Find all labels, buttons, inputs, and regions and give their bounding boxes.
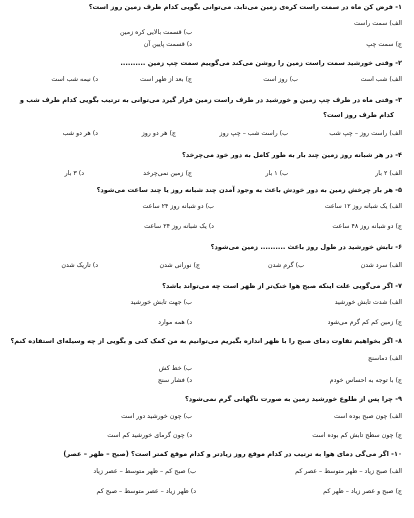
q8-option-a[interactable]: الف) دماسنج [368, 355, 402, 362]
q2-option-b[interactable]: ب) روز است [263, 76, 298, 83]
q3-option-b[interactable]: ب) راست شب – چپ روز [219, 130, 288, 137]
question-6: ۶- تابش خورشید در طول روز باعث .......... زمین می‌شود؟ [210, 243, 402, 251]
q6-option-b[interactable]: ب) گرم شدن [268, 262, 304, 269]
q8-option-c[interactable]: ج) با توجه به احساس خودم [329, 377, 402, 384]
q2-option-c[interactable]: ج) بعد از ظهر است [139, 76, 192, 83]
question-5: ۵- هر بار چرخش زمین به دور خودش باعث به وجود آمدن چند شبانه روز یا چند ساعت می‌شود؟ [96, 186, 402, 194]
q2-option-d[interactable]: د) نیمه شب است [51, 76, 98, 83]
question-7: ۷- اگر می‌گویی علت اینکه صبح هوا خنک‌تر از ظهر است چه می‌تواند باشد؟ [162, 282, 402, 290]
q1-option-a[interactable]: الف) سمت راست [354, 20, 402, 27]
q8-option-b[interactable]: ب) خط کش [158, 365, 192, 372]
q3-option-a[interactable]: الف) راست روز – چپ شب [329, 130, 402, 137]
q10-option-b[interactable]: ب) صبح کم – ظهر متوسط – عصر زیاد [93, 468, 196, 475]
q5-option-d[interactable]: د) یک شبانه روز ۲۴ ساعت [144, 223, 214, 230]
q4-option-b[interactable]: ب) ۱ بار [265, 170, 288, 177]
q9-option-b[interactable]: ب) چون خورشید دور است [121, 413, 192, 420]
q7-option-c[interactable]: ج) زمین کم کم گرم می‌شود [327, 319, 402, 326]
q1-option-c[interactable]: ج) سمت چپ [366, 41, 402, 48]
q5-option-a[interactable]: الف) یک شبانه روز ۱۲ ساعت [324, 203, 402, 210]
q6-option-a[interactable]: الف) سرد شدن [360, 262, 402, 269]
q10-option-d[interactable]: د) ظهر زیاد – عصر متوسط – صبح کم [96, 488, 196, 495]
question-3: ۳- وقتی ماه در طرف چپ زمین و خورشید در طرف راست زمین قرار گیرد می‌توانی به ترتیب بگویی کدام طرف شب و [19, 96, 402, 104]
question-1: ۱- فرض کن ماه در سمت راست کره‌ی زمین می‌تابد. می‌توانی بگویی کدام طرف زمین روز است؟ [88, 3, 402, 11]
q1-option-d[interactable]: د) قسمت پایین آن [143, 41, 192, 48]
q6-option-d[interactable]: د) تاریک شدن [61, 262, 98, 269]
q10-option-c[interactable]: ج) صبح و عصر زیاد – ظهر کم [323, 488, 402, 495]
q7-option-a[interactable]: الف) شدت تابش خورشید [334, 299, 402, 306]
q10-option-a[interactable]: الف) صبح زیاد – ظهر متوسط – عصر کم [295, 468, 402, 475]
q5-option-c[interactable]: ج) دو شبانه روز ۴۸ ساعت [332, 223, 402, 230]
q4-option-a[interactable]: الف) ۲ بار [375, 170, 402, 177]
q2-option-a[interactable]: الف) شب است [360, 76, 402, 83]
q8-option-d[interactable]: د) فشار سنج [157, 377, 192, 384]
q6-option-c[interactable]: ج) نورانی شدن [159, 262, 200, 269]
q3-option-d[interactable]: د) هر دو شب [62, 130, 98, 137]
q7-option-d[interactable]: د) همه موارد [158, 319, 192, 326]
q9-option-d[interactable]: د) چون گرمای خورشید کم است [107, 432, 192, 439]
question-9: ۹- چرا پس از طلوع خورشید زمین به صورت ناگهانی گرم نمی‌شود؟ [184, 395, 402, 403]
question-4: ۴- در هر شبانه روز زمین چند بار به طور کامل به دور خود می‌چرخد؟ [182, 151, 402, 159]
q4-option-c[interactable]: ج) زمین نمی‌چرخد [143, 170, 192, 177]
question-8: ۸- اگر بخواهیم تفاوت دمای صبح را با ظهر اندازه بگیریم می‌توانیم به من کمک کنی و بگویی از چه وسیله‌ای استفاده کنم؟ [10, 337, 402, 345]
question-2: ۲- وقتی خورشید سمت راست زمین را روشن می‌کند می‌گوییم سمت چپ زمین .......... [120, 59, 402, 67]
q9-option-a[interactable]: الف) چون صبح بوده است [333, 413, 402, 420]
q4-option-d[interactable]: د) ۳ بار [64, 170, 84, 177]
q9-option-c[interactable]: ج) چون سطح تابش کم بوده است [312, 432, 402, 439]
q1-option-b[interactable]: ب) قسمت بالایی کره زمین [120, 29, 192, 36]
q3-option-c[interactable]: ج) هر دو روز [141, 130, 176, 137]
q5-option-b[interactable]: ب) دو شبانه روز ۲۴ ساعت [142, 203, 214, 210]
question-10: ۱۰- اگر می‌گی دمای هوا به ترتیب در کدام موقع روز زیادتر و کدام موقع کمتر است؟ (صبح – ظهر – عصر) [63, 450, 402, 458]
question-3-continued: کدام طرف روز است؟ [323, 111, 394, 119]
q7-option-b[interactable]: ب) جهت تابش خورشید [130, 299, 192, 306]
